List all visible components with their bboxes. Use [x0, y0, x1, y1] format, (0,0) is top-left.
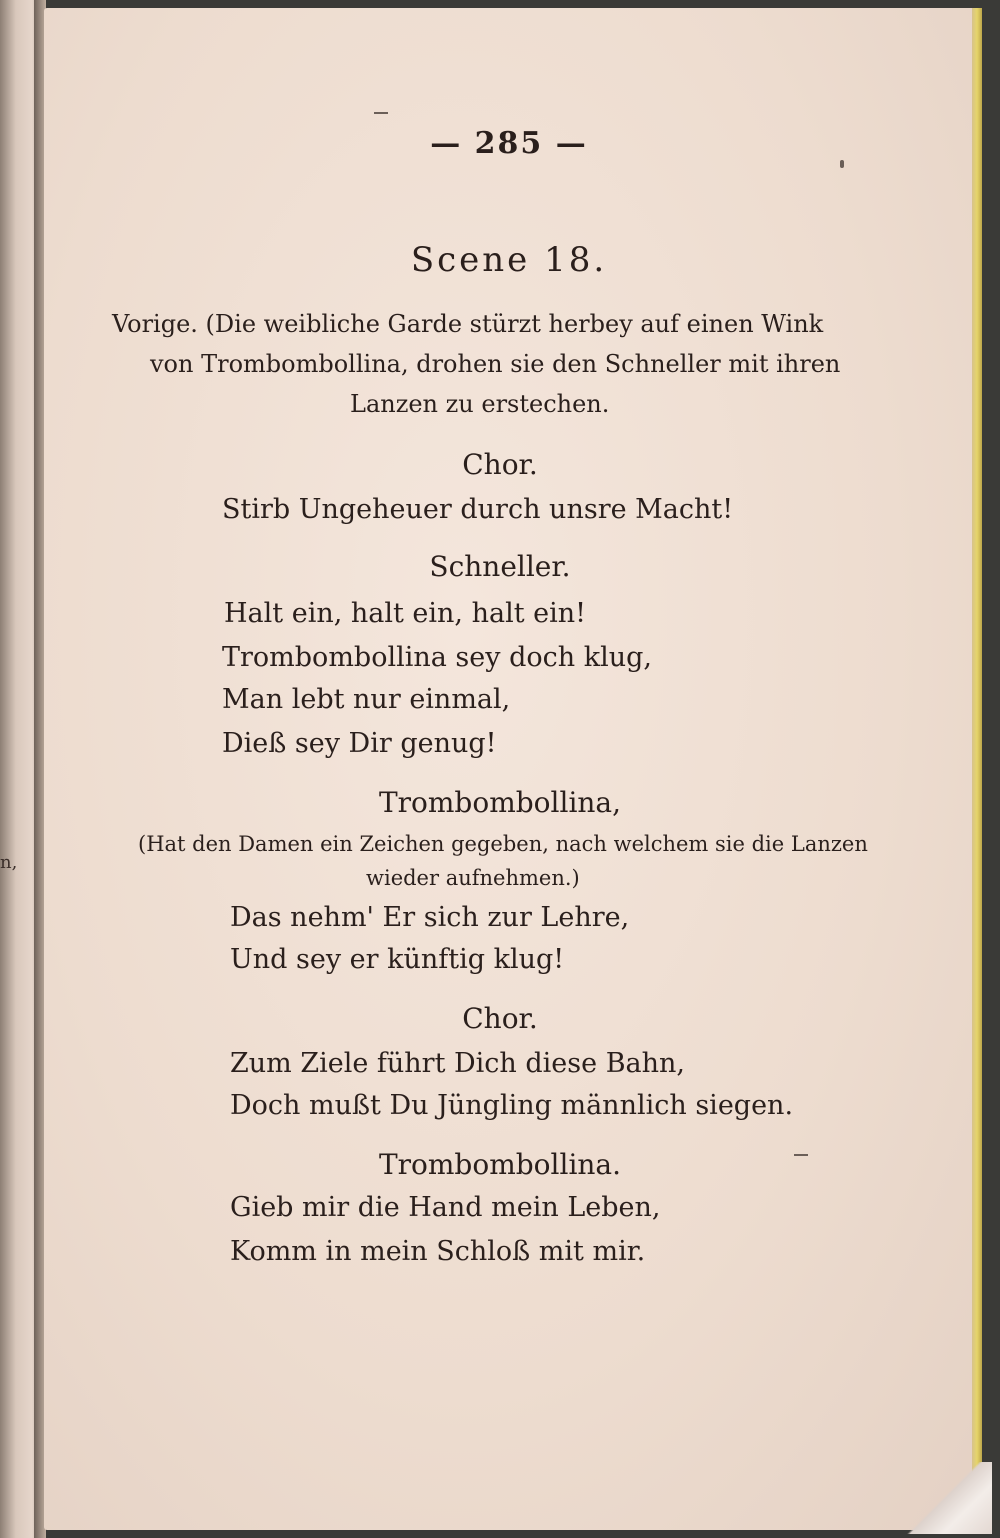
speaker-label: Chor.: [462, 448, 538, 481]
stage-direction-line: wieder aufnehmen.): [366, 866, 580, 890]
verse-line: Das nehm' Er sich zur Lehre,: [230, 902, 630, 933]
verse-line: Und sey er künftig klug!: [230, 944, 565, 975]
paper-blemish: [840, 160, 844, 168]
verse-line: Man lebt nur einmal,: [222, 684, 511, 715]
speaker-label: Schneller.: [429, 550, 571, 583]
scene-heading: Scene 18.: [410, 240, 608, 280]
speaker-label: Trombombollina,: [378, 786, 622, 819]
stage-direction-line: von Trombombollina, drohen sie den Schneller mit ihren: [150, 350, 841, 378]
verse-line: Gieb mir die Hand mein Leben,: [230, 1192, 661, 1223]
speaker-label: Chor.: [462, 1002, 538, 1035]
verse-line: Stirb Ungeheuer durch unsre Macht!: [222, 494, 734, 525]
page-fore-edge: [972, 8, 982, 1530]
speaker-label: Trombombollina.: [378, 1148, 622, 1181]
stage-direction-line: (Hat den Damen ein Zeichen gegeben, nach welchem sie die Lanzen: [138, 832, 868, 856]
verse-line: Doch mußt Du Jüngling männlich siegen.: [230, 1090, 794, 1121]
page-number: — 285 —: [430, 126, 588, 161]
verse-line: Halt ein, halt ein, halt ein!: [224, 598, 587, 629]
verse-line: Komm in mein Schloß mit mir.: [230, 1236, 646, 1267]
paper-blemish: [374, 112, 388, 114]
paper-blemish: [794, 1154, 808, 1156]
previous-page-text-fragment: n,: [0, 852, 18, 873]
stage-direction-line: Vorige. (Die weibliche Garde stürzt herbey auf einen Wink: [112, 310, 824, 338]
book-page: [44, 8, 974, 1530]
verse-line: Zum Ziele führt Dich diese Bahn,: [230, 1048, 686, 1079]
verse-line: Trombombollina sey doch klug,: [222, 642, 652, 673]
stage-direction-line: Lanzen zu erstechen.: [350, 390, 610, 418]
verse-line: Dieß sey Dir genug!: [222, 728, 497, 759]
